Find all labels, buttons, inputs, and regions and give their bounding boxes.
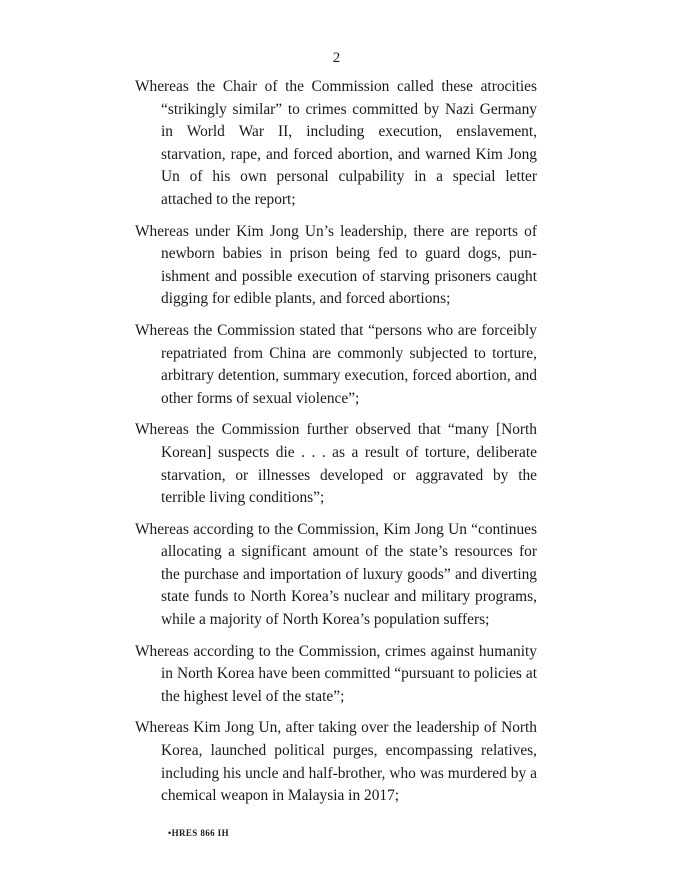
whereas-clause: Whereas under Kim Jong Un’s leadership, there are reports of newborn babies in prison being fed to guard dogs, punishment and possible execution of starving prisoners caught digging for edible plants, and forced abortions;	[135, 222, 537, 308]
whereas-clause: Whereas according to the Commission, crimes against humanity in North Korea have been committed “pursuant to policies at the highest level of the state”;	[135, 642, 537, 705]
bill-identifier: HRES 866 IH	[171, 828, 229, 838]
whereas-clause: Whereas Kim Jong Un, after taking over the leadership of North Korea, launched political purges, encompassing relatives, including his uncle and half-brother, who was murdered by a chemical weapon in Malaysia in 2017;	[135, 719, 537, 805]
bill-identifier-footer	[168, 828, 229, 838]
footer-bullet: •	[168, 828, 172, 838]
whereas-clause: Whereas the Chair of the Commission called these atrocities “strikingly similar” to crimes committed by Nazi Germany in World War II, including execution, enslavement, starvation, rape, and forced abortion, and warned Kim Jong Un of his own personal culpability in a special letter attached to the report;	[135, 78, 537, 208]
resolution-clauses	[135, 76, 537, 817]
page-number: 2	[332, 50, 341, 66]
whereas-clause: Whereas according to the Commission, Kim Jong Un “continues allocating a significant amount of the state’s resources for the purchase and importation of luxury goods” and diverting state funds to North Korea’s nuclear and military programs, while a majority of North Korea’s population suffers;	[135, 520, 537, 629]
whereas-clause: Whereas the Commission stated that “persons who are forceibly repatriated from China are commonly subjected to torture, arbitrary detention, summary execution, forced abortion, and other forms of sexual violence”;	[135, 321, 537, 407]
whereas-clause: Whereas the Commission further observed that “many [North Korean] suspects die . . . as a result of torture, deliberate starvation, or illnesses developed or aggravated by the terrible living conditions”;	[135, 421, 537, 507]
